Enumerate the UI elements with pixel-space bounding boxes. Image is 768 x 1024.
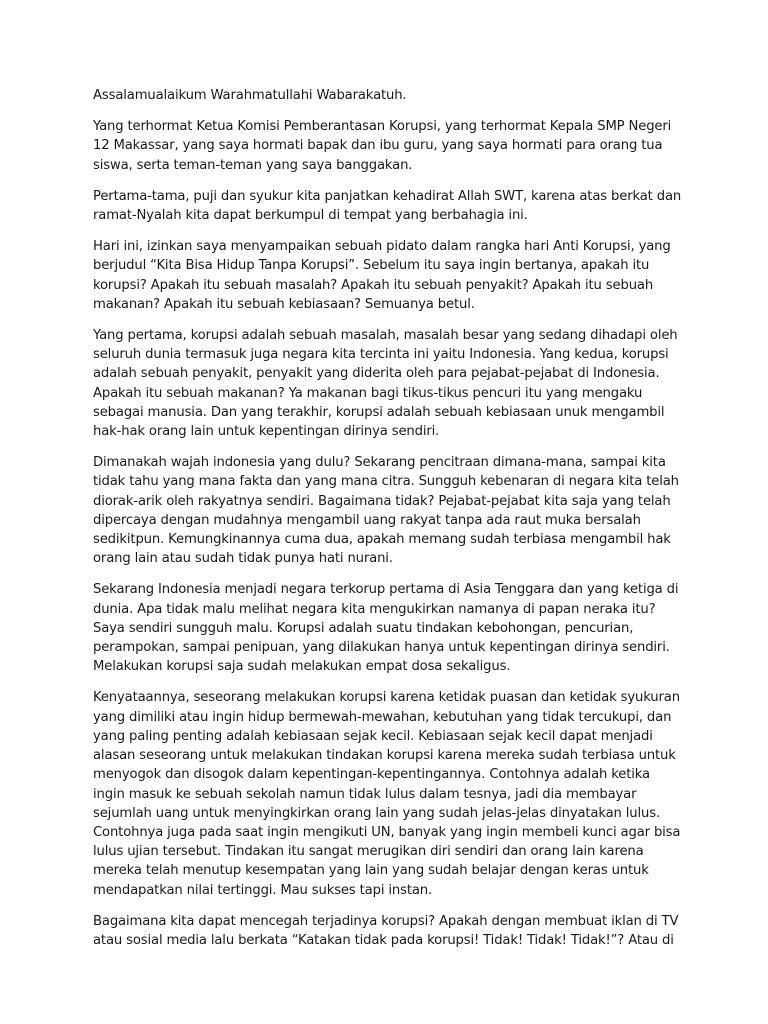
speech-text (93, 86, 683, 962)
paragraph-ranking: Sekarang Indonesia menjadi negara terkorup pertama di Asia Tenggara dan yang ketiga di dunia. Apa tidak malu melihat negara kita mengukirkan namanya di papan neraka itu? Saya sendiri sungguh malu. Korupsi adalah suatu tindakan kebohongan, pencurian, perampokan, sampai penipuan, yang dilakukan hanya untuk kepentingan dirinya sendiri. Melakukan korupsi saja sudah melakukan empat dosa sekaligus. (93, 582, 679, 675)
paragraph-salutation: Yang terhormat Ketua Komisi Pemberantasan Korupsi, yang terhormat Kepala SMP Negeri 12 Makassar, yang saya hormati bapak dan ibu guru, yang saya hormati para orang tua siswa, serta teman-teman yang saya banggakan. (93, 119, 672, 173)
greeting-paragraph: Assalamualaikum Warahmatullahi Wabarakatuh. (93, 88, 407, 103)
paragraph-indonesia-face: Dimanakah wajah indonesia yang dulu? Sekarang pencitraan dimana-mana, sampai kita tidak tahu yang mana fakta dan yang mana citra. Sungguh kebenaran di negara kita telah diorak-arik oleh rakyatnya sendiri. Bagaimana tidak? Pejabat-pejabat kita saja yang telah dipercaya dengan mudahnya mengambil uang rakyat tanpa ada raut muka bersalah sedikitpun. Kemungkinannya cuma dua, apakah memang sudah terbiasa mengambil hak orang lain atau sudah tidak punya hati nurani. (93, 455, 679, 567)
paragraph-prevention: Bagaimana kita dapat mencegah terjadinya korupsi? Apakah dengan membuat iklan di TV atau sosial media lalu berkata “Katakan tidak pada korupsi! Tidak! Tidak! Tidak!”? Atau di (93, 913, 679, 948)
paragraph-causes: Kenyataannya, seseorang melakukan korupsi karena ketidak puasan dan ketidak syukuran yang dimiliki atau ingin hidup bermewah-mewahan, kebutuhan yang tidak tercukupi, dan yang paling penting adalah kebiasaan sejak kecil. Kebiasaan sejak kecil dapat menjadi alasan seseorang untuk melakukan tindakan korupsi karena mereka sudah terbiasa untuk menyogok dan disogok dalam kepentingan-kepentingannya. Contohnya adalah ketika ingin masuk ke sebuah sekolah namun tidak lulus dalam tesnya, jadi dia membayar sejumlah uang untuk menyingkirkan orang lain yang sudah jelas-jelas dinyatakan lulus. Contohnya juga pada saat ingin mengikuti UN, banyak yang ingin membeli kunci agar bisa lulus ujian tersebut. Tindakan itu sangat merugikan diri sendiri dan orang lain karena mereka telah menutup kesempatan yang lain yang sudah belajar dengan keras untuk mendapatkan nilai tertinggi. Mau sukses tapi instan. (93, 690, 681, 898)
paragraph-definition: Yang pertama, korupsi adalah sebuah masalah, masalah besar yang sedang dihadapi oleh seluruh dunia termasuk juga negara kita tercinta ini yaitu Indonesia. Yang kedua, korupsi adalah sebuah penyakit, penyakit yang diderita oleh para pejabat-pejabat di Indonesia. Apakah itu sebuah makanan? Ya makanan bagi tikus-tikus pencuri itu yang mengaku sebagai manusia. Dan yang terakhir, korupsi adalah sebuah kebiasaan unuk mengambil hak-hak orang lain untuk kepentingan dirinya sendiri. (93, 328, 678, 440)
paragraph-gratitude: Pertama-tama, puji dan syukur kita panjatkan kehadirat Allah SWT, karena atas berkat dan ramat-Nyalah kita dapat berkumpul di tempat yang berbahagia ini. (93, 188, 682, 224)
paragraph-introduction: Hari ini, izinkan saya menyampaikan sebuah pidato dalam rangka hari Anti Korupsi, yang berjudul “Kita Bisa Hidup Tanpa Korupsi”. Sebelum itu saya ingin bertanya, apakah itu korupsi? Apakah itu sebuah masalah? Apakah itu sebuah penyakit? Apakah itu sebuah makanan? Apakah itu sebuah kebiasaan? Semuanya betul. (93, 239, 671, 312)
